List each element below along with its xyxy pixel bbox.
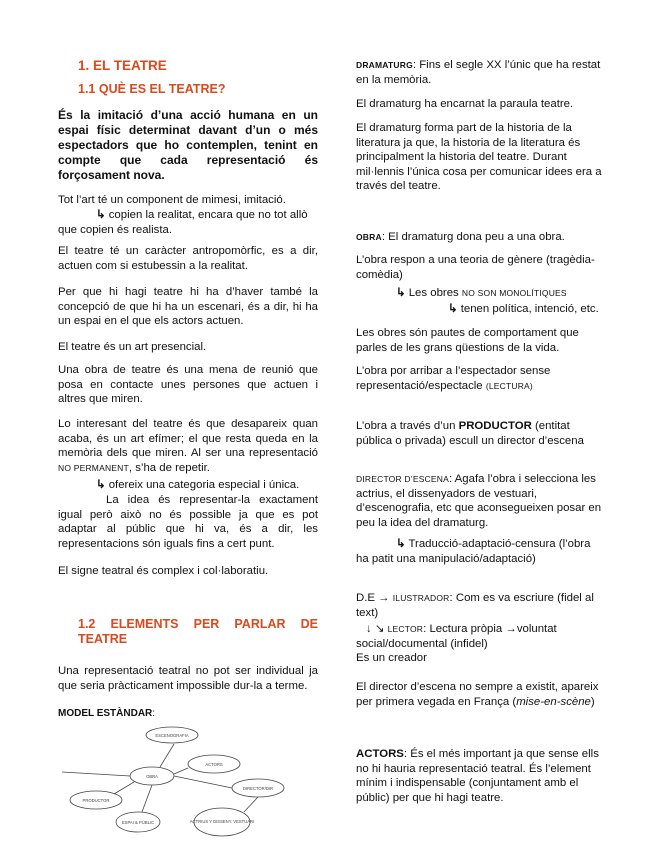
paragraph-signe: El signe teatral és complex i col·laboratiu. — [58, 565, 269, 577]
paragraph-obra-pautes: Les obres són pautes de comportament que parles de les grans qüestions de la vida. — [356, 327, 579, 354]
definition-paragraph: És la imitació d’una acció humana en un espai físic determinat davant d’un o més espectadors que ho contemplen, tenint en compte que cada representació és forçosament nova. — [58, 108, 318, 182]
model-diagram — [62, 722, 312, 842]
paragraph-director-sub: ↳ Traducció-adaptació-censura (l’obra ha patit una manipulació/adaptació) — [356, 538, 591, 565]
sub-arrow-icon: ↳ — [396, 538, 406, 550]
diagram-label: ESPAI & PÚBLIC — [121, 820, 155, 825]
paragraph-mimesi-sub: ↳ copien la realitat, encara que no tot allò que copien és realista. — [58, 209, 308, 236]
paragraph-efimer-sub2: La idea és representar-la exactament igual però això no és possible ja que es pot adaptar al públic que hi va, és a dir, les representacions són iguals fins a cert punt. — [58, 494, 318, 550]
diagram-label: PRODUCTOR — [82, 798, 110, 803]
paragraph-mimesi: Tot l’art té un component de mimesi, imitació. — [58, 194, 286, 206]
paragraph-actors: ACTORS: És el més important ja que sense ells no hi hauria representació teatral. És l’element mínim i indispensable (conjuntament amb el públic) per que hi hagi teatre. — [356, 748, 599, 804]
paragraph-obra: OBRA: El dramaturg dona peu a una obra. — [356, 231, 565, 243]
model-label: MODEL ESTÀNDAR: — [58, 708, 156, 719]
paragraph-obra-sub2: ↳ tenen política, intenció, etc. — [448, 303, 599, 315]
paragraph-dramaturg: DRAMATURG: Fins el segle XX l’únic que ha restat en la memòria. — [356, 59, 601, 86]
paragraph-obra-genere: L’obra respon a una teoria de gènere (tragèdia-comèdia) — [356, 254, 595, 281]
heading-el-teatre: 1. EL TEATRE — [78, 58, 167, 73]
paragraph-presencial: El teatre és un art presencial. — [58, 341, 207, 353]
diagram-label: ACTRIUS Y DISSENY. VESTUARI — [189, 819, 255, 824]
paragraph-obra-lectura: L’obra por arribar a l’espectador sense representació/espectacle (LECTURA) — [356, 365, 551, 392]
paragraph-efimer: Lo interesant del teatre és que desapareix quan acaba, és un art efímer; el que resta queda en la memòria dels que miren. Al ser una representació NO PERMANENT, s’ha de repetir. — [58, 418, 318, 474]
paragraph-dramaturg-2: El dramaturg ha encarnat la paraula teatre. — [356, 98, 574, 110]
sub-arrow-icon: ↳ — [396, 287, 406, 299]
paragraph-antropomorfic: El teatre té un caràcter antropomòrfic, es a dir, actuen com si estubessin a la realitat. — [58, 245, 318, 272]
sub-arrow-icon: ↳ — [448, 303, 458, 315]
paragraph-productor: L’obra a través d’un PRODUCTOR (entitat pública o privada) escull un director d’escena — [356, 420, 584, 447]
diagram-label: ACTORS — [205, 762, 223, 767]
diagram-label: ESCENOGRAFIA — [155, 733, 189, 738]
sub-arrow-icon: ↳ — [96, 209, 106, 221]
paragraph-director: DIRECTOR D’ESCENA: Agafa l’obra i selecciona les actrius, el dissenyadors de vestuari, d’escenografia, etc que aconsegueixen posar en peu la idea del dramaturg. — [356, 473, 602, 529]
paragraph-lector: ↓ ↘ LECTOR: Lectura pròpia →voluntat social/documental (infidel) Es un creador — [356, 623, 557, 664]
diagram-label: DIRECTOR/DIR — [242, 786, 274, 791]
paragraph-dramaturg-3: El dramaturg forma part de la historia de la literatura ja que, la historia de la literatura és principalment la historia del teatre. Durant mil·lennis l’única cosa per comunicar idees era a través del teatre. — [356, 122, 602, 192]
heading-elements: 1.2 ELEMENTS PER PARLAR DE TEATRE — [78, 617, 318, 646]
paragraph-obra-sub1: ↳ Les obres NO SON MONOLÍTIQUES — [396, 287, 567, 299]
paragraph-individual: Una representació teatral no pot ser individual ja que seria pràcticament impossible dur-la a terme. — [58, 665, 318, 692]
heading-que-es-el-teatre: 1.1 QUÈ ES EL TEATRE? — [78, 82, 226, 96]
paragraph-efimer-sub: ↳ ofereix una categoria especial i única. — [58, 478, 318, 493]
paragraph-reunio: Una obra de teatre és una mena de reunió que posa en contacte unes persones que actuen i altres que miren. — [58, 364, 318, 405]
paragraph-escenari: Per que hi hagi teatre hi ha d’haver també la concepció de que hi ha un escenari, és a dir, hi ha un espai en el que els actors actuen. — [58, 286, 318, 327]
sub-arrow-icon: ↳ — [96, 479, 106, 491]
paragraph-mise-en-scene: El director d’escena no sempre a existit, apareix per primera vegada en França (mise-en-scène) — [356, 681, 599, 708]
diagram-label: OBRA — [146, 774, 158, 779]
paragraph-ilustrador: D.E → ILUSTRADOR: Com es va escriure (fidel al text) — [356, 592, 594, 619]
